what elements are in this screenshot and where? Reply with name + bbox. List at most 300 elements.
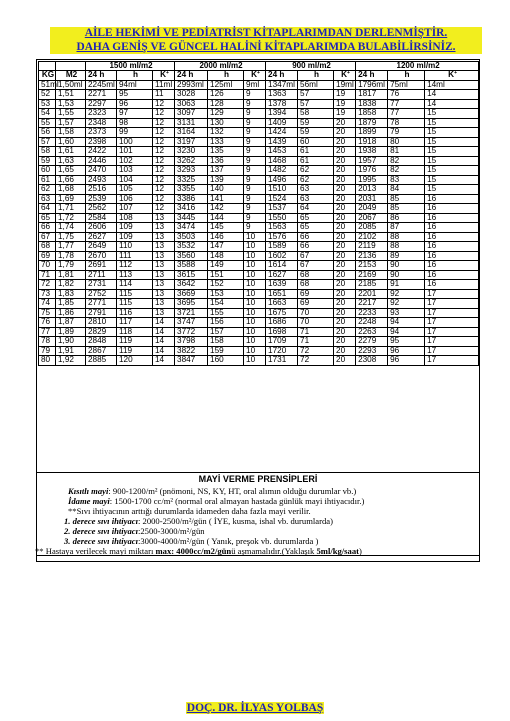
table-cell: 89 xyxy=(388,251,425,261)
table-cell: 75ml xyxy=(388,80,425,90)
table-cell: 1879 xyxy=(356,118,388,128)
table-cell: 62 xyxy=(298,175,334,185)
table-cell: 2085 xyxy=(356,223,388,233)
table-cell: 92 xyxy=(388,289,425,299)
table-cell: 116 xyxy=(117,308,153,318)
table-cell: 20 xyxy=(334,270,356,280)
table-cell: 56 xyxy=(39,128,56,138)
table-cell: 94 xyxy=(388,327,425,337)
table-cell: 19 xyxy=(334,109,356,119)
table-cell: 9 xyxy=(244,128,266,138)
table-cell: 77 xyxy=(39,327,56,337)
table-cell: 12 xyxy=(153,156,175,166)
table-cell: 2649 xyxy=(86,242,117,252)
table-cell: 71 xyxy=(39,270,56,280)
table-cell: 10 xyxy=(244,308,266,318)
table-cell: 3416 xyxy=(175,204,208,214)
table-cell: 14ml xyxy=(425,80,479,90)
table-cell: 10 xyxy=(244,232,266,242)
table-cell: 67 xyxy=(39,232,56,242)
table-cell: 87 xyxy=(388,223,425,233)
table-cell: 155 xyxy=(208,308,244,318)
col-h: h xyxy=(388,71,425,81)
table-cell: 77 xyxy=(388,99,425,109)
table-cell: 1976 xyxy=(356,166,388,176)
table-row xyxy=(39,261,479,271)
table-cell: 13 xyxy=(153,270,175,280)
col-24h: 24 h xyxy=(356,71,388,81)
table-cell: 15 xyxy=(425,128,479,138)
table-cell: 15 xyxy=(425,156,479,166)
table-cell: 3474 xyxy=(175,223,208,233)
table-cell: 20 xyxy=(334,166,356,176)
table-cell: 3721 xyxy=(175,308,208,318)
table-cell: 20 xyxy=(334,261,356,271)
table-cell: 139 xyxy=(208,175,244,185)
table-cell: 154 xyxy=(208,299,244,309)
group-header: 1500 ml/m2 xyxy=(86,62,175,71)
table-cell: 2248 xyxy=(356,318,388,328)
table-cell: 151 xyxy=(208,270,244,280)
table-cell: 2297 xyxy=(86,99,117,109)
table-cell: 13 xyxy=(153,261,175,271)
table-cell: 2373 xyxy=(86,128,117,138)
table-cell: 1731 xyxy=(266,356,298,366)
table-cell: 20 xyxy=(334,356,356,366)
table-cell: 71 xyxy=(298,337,334,347)
table-cell: 3532 xyxy=(175,242,208,252)
table-cell: 11ml xyxy=(153,80,175,90)
table-cell: 82 xyxy=(388,166,425,176)
table-row xyxy=(39,128,479,138)
table-cell: 70 xyxy=(298,318,334,328)
table-cell: 2516 xyxy=(86,185,117,195)
table-cell: 14 xyxy=(153,356,175,366)
table-cell: 112 xyxy=(117,261,153,271)
table-cell: 9 xyxy=(244,194,266,204)
table-cell: 110 xyxy=(117,242,153,252)
table-cell: 2993ml xyxy=(175,80,208,90)
table-cell: 1,79 xyxy=(56,261,86,271)
table-cell: 10 xyxy=(244,318,266,328)
table-cell: 10 xyxy=(244,356,266,366)
table-cell: 3669 xyxy=(175,289,208,299)
table-cell: 158 xyxy=(208,337,244,347)
table-row xyxy=(39,242,479,252)
table-cell: 68 xyxy=(39,242,56,252)
table-cell: 2348 xyxy=(86,118,117,128)
table-cell: 111 xyxy=(117,251,153,261)
table-cell: 118 xyxy=(117,327,153,337)
table-cell: 1796ml xyxy=(356,80,388,90)
table-cell: 20 xyxy=(334,232,356,242)
table-cell: 10 xyxy=(244,299,266,309)
table-cell: 20 xyxy=(334,137,356,147)
table-cell: 101 xyxy=(117,147,153,157)
table-row xyxy=(39,356,479,366)
table-cell: 3588 xyxy=(175,261,208,271)
table-cell: 156 xyxy=(208,318,244,328)
table-cell: 1838 xyxy=(356,99,388,109)
table-cell: 14 xyxy=(153,327,175,337)
table-cell: 153 xyxy=(208,289,244,299)
table-cell: 69 xyxy=(298,289,334,299)
table-cell: 1663 xyxy=(266,299,298,309)
table-cell: 63 xyxy=(298,185,334,195)
table-cell: 88 xyxy=(388,242,425,252)
table-cell: 130 xyxy=(208,118,244,128)
table-cell: 16 xyxy=(425,194,479,204)
table-cell: 60 xyxy=(39,166,56,176)
table-cell: 2562 xyxy=(86,204,117,214)
table-cell: 2422 xyxy=(86,147,117,157)
table-cell: 2119 xyxy=(356,242,388,252)
table-cell: 95 xyxy=(117,90,153,100)
table-cell: 2885 xyxy=(86,356,117,366)
table-cell: 1602 xyxy=(266,251,298,261)
table-cell: 1424 xyxy=(266,128,298,138)
table-cell: 20 xyxy=(334,280,356,290)
table-cell: 57 xyxy=(298,99,334,109)
table-cell: 1698 xyxy=(266,327,298,337)
table-cell: 20 xyxy=(334,346,356,356)
table-cell: 144 xyxy=(208,213,244,223)
table-cell: 2731 xyxy=(86,280,117,290)
table-cell: 72 xyxy=(298,356,334,366)
table-cell: 1,58 xyxy=(56,128,86,138)
table-cell: 1409 xyxy=(266,118,298,128)
table-cell: 86 xyxy=(388,213,425,223)
col-24h: 24 h xyxy=(175,71,208,81)
table-cell: 16 xyxy=(425,232,479,242)
table-cell: 125ml xyxy=(208,80,244,90)
table-cell: 1,57 xyxy=(56,118,86,128)
table-cell: 12 xyxy=(153,175,175,185)
table-cell: 2279 xyxy=(356,337,388,347)
table-cell: 9 xyxy=(244,185,266,195)
table-cell: 83 xyxy=(388,175,425,185)
table-cell: 1995 xyxy=(356,175,388,185)
table-cell: 90 xyxy=(388,261,425,271)
table-cell: 9 xyxy=(244,118,266,128)
table-cell: 71 xyxy=(298,327,334,337)
table-cell: 1563 xyxy=(266,223,298,233)
table-cell: 105 xyxy=(117,185,153,195)
table-cell: 16 xyxy=(425,280,479,290)
table-cell: 115 xyxy=(117,299,153,309)
table-cell: 160 xyxy=(208,356,244,366)
table-cell: 97 xyxy=(117,109,153,119)
table-cell: 61 xyxy=(298,147,334,157)
table-cell: 1453 xyxy=(266,147,298,157)
table-cell: 12 xyxy=(153,128,175,138)
table-cell: 20 xyxy=(334,299,356,309)
table-cell: 20 xyxy=(334,289,356,299)
table-cell: 3615 xyxy=(175,270,208,280)
table-cell: 10 xyxy=(244,251,266,261)
table-cell: 13 xyxy=(153,223,175,233)
table-cell: 17 xyxy=(425,346,479,356)
table-cell: 120 xyxy=(117,356,153,366)
table-cell: 94 xyxy=(388,318,425,328)
table-cell: 12 xyxy=(153,137,175,147)
table-cell: 3355 xyxy=(175,185,208,195)
table-cell: 13 xyxy=(153,299,175,309)
table-cell: 10 xyxy=(244,270,266,280)
table-cell: 10 xyxy=(244,327,266,337)
table-cell: 11 xyxy=(153,90,175,100)
table-row xyxy=(39,90,479,100)
table-cell: 2446 xyxy=(86,156,117,166)
table-cell: 12 xyxy=(153,118,175,128)
table-cell: 106 xyxy=(117,194,153,204)
table-cell: 1,66 xyxy=(56,175,86,185)
table-cell: 19 xyxy=(334,99,356,109)
table-cell: 9 xyxy=(244,156,266,166)
table-cell: 1589 xyxy=(266,242,298,252)
table-cell: 1,69 xyxy=(56,194,86,204)
table-cell: 17 xyxy=(425,299,479,309)
table-cell: 20 xyxy=(334,318,356,328)
table-cell: 3560 xyxy=(175,251,208,261)
table-cell: 2810 xyxy=(86,318,117,328)
table-cell: 2136 xyxy=(356,251,388,261)
table-cell: 108 xyxy=(117,213,153,223)
table-cell: 82 xyxy=(388,156,425,166)
table-cell: 81 xyxy=(388,147,425,157)
table-cell: 109 xyxy=(117,223,153,233)
table-cell: 68 xyxy=(298,280,334,290)
table-cell: 20 xyxy=(334,337,356,347)
table-cell: 3503 xyxy=(175,232,208,242)
table-cell: 54 xyxy=(39,109,56,119)
table-cell: 78 xyxy=(39,337,56,347)
table-cell: 64 xyxy=(39,204,56,214)
table-cell: 15 xyxy=(425,175,479,185)
table-cell: 77 xyxy=(388,109,425,119)
table-cell: 9 xyxy=(244,90,266,100)
table-cell: 19ml xyxy=(334,80,356,90)
table-cell: 1496 xyxy=(266,175,298,185)
table-cell: 1,72 xyxy=(56,213,86,223)
table-row xyxy=(39,299,479,309)
table-cell: 126 xyxy=(208,90,244,100)
table-cell: 20 xyxy=(334,327,356,337)
table-cell: 17 xyxy=(425,289,479,299)
table-cell: 2848 xyxy=(86,337,117,347)
table-cell: 59 xyxy=(39,156,56,166)
table-cell: 13 xyxy=(153,308,175,318)
table-cell: 2771 xyxy=(86,299,117,309)
table-cell: 16 xyxy=(425,261,479,271)
table-cell: 96 xyxy=(117,99,153,109)
table-cell: 3230 xyxy=(175,147,208,157)
table-cell: 10 xyxy=(244,337,266,347)
table-cell: 109 xyxy=(117,232,153,242)
table-cell: 140 xyxy=(208,185,244,195)
table-cell: 2691 xyxy=(86,261,117,271)
table-cell: 20 xyxy=(334,128,356,138)
table-row xyxy=(39,147,479,157)
table-cell: 2584 xyxy=(86,213,117,223)
table-cell: 13 xyxy=(153,232,175,242)
table-cell: 15 xyxy=(425,109,479,119)
table-cell: 16 xyxy=(425,270,479,280)
table-cell: 66 xyxy=(298,232,334,242)
table-cell: 13 xyxy=(153,289,175,299)
table-cell: 1,60 xyxy=(56,137,86,147)
table-cell: 2169 xyxy=(356,270,388,280)
table-cell: 10 xyxy=(244,261,266,271)
table-cell: 2201 xyxy=(356,289,388,299)
table-cell: 1,86 xyxy=(56,308,86,318)
table-cell: 128 xyxy=(208,99,244,109)
table-cell: 17 xyxy=(425,356,479,366)
table-cell: 3131 xyxy=(175,118,208,128)
col-k: K+ xyxy=(153,71,175,81)
table-cell: 9 xyxy=(244,175,266,185)
table-cell: 1639 xyxy=(266,280,298,290)
table-cell: 65 xyxy=(298,223,334,233)
table-cell: 1899 xyxy=(356,128,388,138)
col-k: K+ xyxy=(334,71,356,81)
table-cell: 1347ml xyxy=(266,80,298,90)
table-cell: 78 xyxy=(388,118,425,128)
table-cell: 9 xyxy=(244,137,266,147)
table-cell: 15 xyxy=(425,137,479,147)
table-cell: 20 xyxy=(334,156,356,166)
table-cell: 1,53 xyxy=(56,99,86,109)
table-cell: 2271 xyxy=(86,90,117,100)
group-header: 2000 ml/m2 xyxy=(175,62,266,71)
table-cell: 9 xyxy=(244,147,266,157)
table-cell: 2398 xyxy=(86,137,117,147)
table-cell: 1576 xyxy=(266,232,298,242)
table-cell: 1709 xyxy=(266,337,298,347)
table-cell: 2323 xyxy=(86,109,117,119)
table-cell: 1482 xyxy=(266,166,298,176)
table-cell: 3822 xyxy=(175,346,208,356)
table-cell: 80 xyxy=(388,137,425,147)
table-cell: 1918 xyxy=(356,137,388,147)
table-cell: 117 xyxy=(117,318,153,328)
table-cell: 100 xyxy=(117,137,153,147)
table-cell: 85 xyxy=(388,194,425,204)
table-cell: 1,87 xyxy=(56,318,86,328)
table-cell: 20 xyxy=(334,118,356,128)
table-cell: 3293 xyxy=(175,166,208,176)
table-cell: 114 xyxy=(117,280,153,290)
table-cell: 103 xyxy=(117,166,153,176)
table-cell: 9ml xyxy=(244,80,266,90)
table-cell: 88 xyxy=(388,232,425,242)
table-cell: 16 xyxy=(425,242,479,252)
table-cell: 2791 xyxy=(86,308,117,318)
table-cell: 13 xyxy=(153,242,175,252)
table-cell: 20 xyxy=(334,185,356,195)
table-cell: 2031 xyxy=(356,194,388,204)
table-cell: 99 xyxy=(117,128,153,138)
table-cell: 152 xyxy=(208,280,244,290)
table-cell: 1378 xyxy=(266,99,298,109)
max-fluid-note: ** Hastaya verilecek mayi miktarı max: 4000cc/m2/günü aşmamalıdır.(Yaklaşık 5ml/kg/saat) xyxy=(35,546,362,556)
table-cell: 1627 xyxy=(266,270,298,280)
table-row xyxy=(39,280,479,290)
table-cell: 3798 xyxy=(175,337,208,347)
table-cell: 55 xyxy=(39,118,56,128)
table-cell: 17 xyxy=(425,337,479,347)
table-cell: 2102 xyxy=(356,232,388,242)
table-cell: 9 xyxy=(244,223,266,233)
table-cell: 96 xyxy=(388,356,425,366)
col-k: K+ xyxy=(425,71,479,81)
table-cell: 141 xyxy=(208,194,244,204)
table-cell: 2627 xyxy=(86,232,117,242)
table-cell: 66 xyxy=(39,223,56,233)
table-cell: 20 xyxy=(334,251,356,261)
table-cell: 1,74 xyxy=(56,223,86,233)
table-cell: 9 xyxy=(244,213,266,223)
table-cell: 1439 xyxy=(266,137,298,147)
table-cell: 12 xyxy=(153,166,175,176)
table-cell: 20 xyxy=(334,223,356,233)
table-cell: 148 xyxy=(208,251,244,261)
table-cell: 67 xyxy=(298,251,334,261)
table-cell: 1,83 xyxy=(56,289,86,299)
table-cell: 17 xyxy=(425,308,479,318)
table-cell: 60 xyxy=(298,137,334,147)
table-cell: 13 xyxy=(153,213,175,223)
table-cell: 1651 xyxy=(266,289,298,299)
table-cell: 61 xyxy=(39,175,56,185)
table-cell: 20 xyxy=(334,175,356,185)
table-row xyxy=(39,109,479,119)
table-cell: 3847 xyxy=(175,356,208,366)
fluid-table xyxy=(38,61,479,366)
table-cell: 132 xyxy=(208,128,244,138)
table-row xyxy=(39,318,479,328)
table-cell: 1686 xyxy=(266,318,298,328)
table-cell: 58 xyxy=(39,147,56,157)
table-cell: 16 xyxy=(425,204,479,214)
table-cell: 1,85 xyxy=(56,299,86,309)
table-cell: 72 xyxy=(298,346,334,356)
table-cell: 73 xyxy=(39,289,56,299)
table-cell: 65 xyxy=(39,213,56,223)
table-cell: 1524 xyxy=(266,194,298,204)
table-cell: 159 xyxy=(208,346,244,356)
table-cell: 3097 xyxy=(175,109,208,119)
table-cell: 16 xyxy=(425,251,479,261)
table-cell: 67 xyxy=(298,261,334,271)
table-cell: 80 xyxy=(39,356,56,366)
table-cell: 52 xyxy=(39,90,56,100)
table-cell: 146 xyxy=(208,232,244,242)
table-cell: 20 xyxy=(334,308,356,318)
table-cell: 14 xyxy=(153,318,175,328)
table-cell: 2308 xyxy=(356,356,388,366)
table-cell: 57 xyxy=(39,137,56,147)
table-cell: 1,90 xyxy=(56,337,86,347)
table-cell: 95 xyxy=(388,337,425,347)
table-cell: 133 xyxy=(208,137,244,147)
table-cell: 1,71 xyxy=(56,204,86,214)
table-cell: 1720 xyxy=(266,346,298,356)
col-h: h xyxy=(208,71,244,81)
table-cell: 2067 xyxy=(356,213,388,223)
table-cell: 58 xyxy=(298,109,334,119)
table-cell: 135 xyxy=(208,147,244,157)
